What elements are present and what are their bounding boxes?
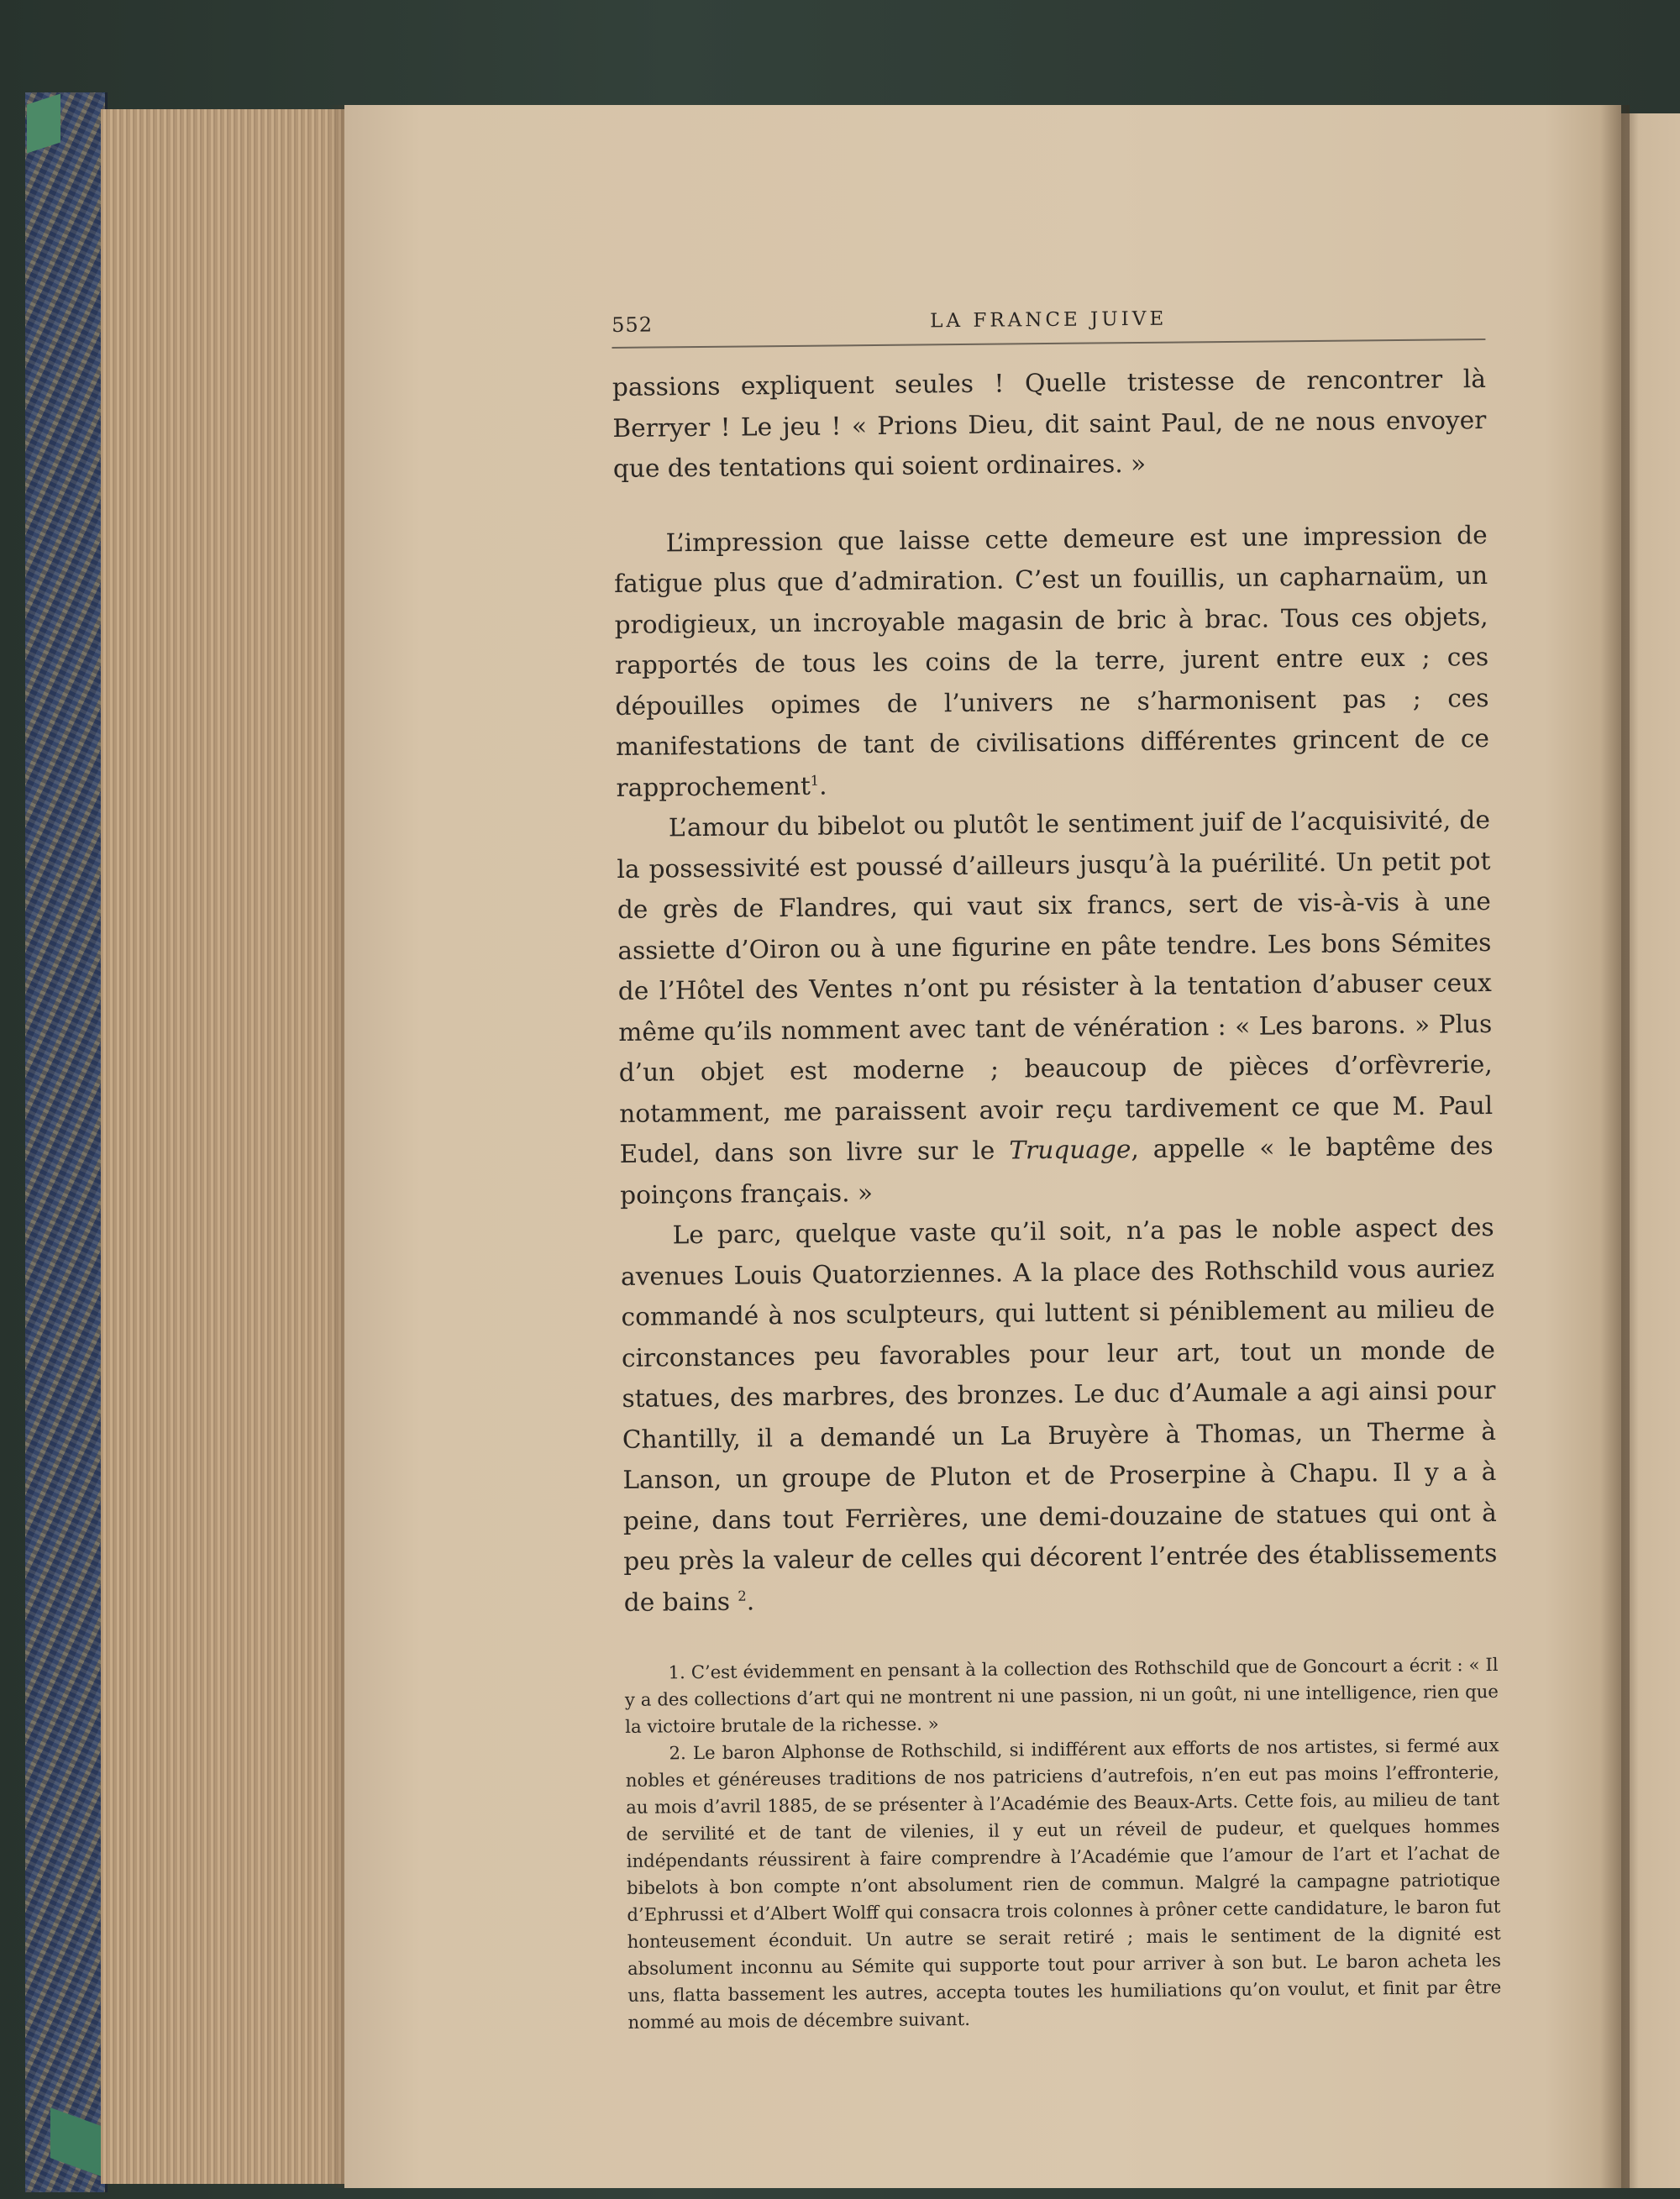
paragraph-2 xyxy=(613,515,1489,808)
marbled-cover xyxy=(25,92,108,2192)
paragraph-3-end: , appelle « le baptême des poinçons français. » xyxy=(619,1131,1494,1210)
footnote-ref-2[interactable]: 2 xyxy=(738,1588,747,1604)
page-edges xyxy=(101,109,353,2184)
paragraph-3 xyxy=(617,800,1494,1215)
footnote-1: 1. C’est évidemment en pensant à la collection des Rothschild que de Goncourt a écrit : « Il y a des collections d’art qui ne montrent ni une passion, ni un goût, ni une intelligence, rien que la victoire brutale de la richesse. » xyxy=(624,1653,1499,1737)
paragraph-2-end: . xyxy=(819,771,827,800)
paragraph-4-end: . xyxy=(746,1586,755,1616)
body-text xyxy=(612,359,1498,1623)
paragraph-1: passions expliquent seules ! Quelle tristesse de rencontrer là Berryer ! Le jeu ! « Prions Dieu, dit saint Paul, de ne nous envoyer que des tentations qui soient ordinaires. » xyxy=(612,365,1487,483)
paragraph-4 xyxy=(620,1207,1498,1623)
gutter-shadow xyxy=(1600,105,1630,2188)
running-head xyxy=(612,298,1485,349)
footnote-ref-1[interactable]: 1 xyxy=(810,772,820,789)
paragraph-4-text: Le parc, quelque vaste qu’il soit, n’a pas le noble aspect des avenues Louis Quatorziennes. A la place des Rothschild vous auriez commandé à nos sculpteurs, qui luttent si péniblement au milieu de circonstances peu favorables pour leur art, tout un monde de statues, des marbres, des bronzes. Le duc d’Aumale a agi ainsi pour Chantilly, il a demandé un La Bruyère à Thomas, un Therme à Lanson, un groupe de Pluton et de Proserpine à Chapu. Il y a à peine, dans tout Ferrières, une demi-douzaine de statues qui ont à peu près la valeur de celles qui décorent l’entrée des établissements de bains xyxy=(620,1212,1498,1617)
book-title-italic: Truquage xyxy=(1009,1135,1131,1165)
running-title: LA FRANCE JUIVE xyxy=(930,307,1168,333)
paragraph-2-text: L’impression que laisse cette demeure est une impression de fatigue plus que d’admiration. C’est un fouillis, un capharnaüm, un prodigieux, un incroyable magasin de bric à brac. Tous ces objets, rapportés de tous les coins de la terre, jurent entre eux ; ces dépouilles opimes de l’univers ne s’harmonisent pas ; ces manifestations de tant de civilisations différentes grincent de ce rapprochement xyxy=(614,520,1490,802)
footnote-2: 2. Le baron Alphonse de Rothschild, si indifférent aux efforts de nos artistes, si fermé aux nobles et généreuses traditions de nos patriciens d’autrefois, n’en eut pas moins l’effronterie, au mois d’avril 1885, de se présenter à l’Académie des Beaux-Arts. Cette fois, au milieu de tant de servilité et de tant de vilenies, il y eut un réveil de pudeur, et quelques hommes indépendants réussirent à faire comprendre à l’Académie que l’amour de l’art et l’achat de bibelots à bon compte n’ont absolument rien de commun. Malgré la campagne patriotique d’Ephrussi et d’Albert Wolff qui consacra trois colonnes à prôner cette candidature, le baron fut honteusement éconduit. Un autre se serait retiré ; mais le sentiment de la dignité est absolument inconnu au Sémite qui supporte tout pour arriver à son but. Le baron acheta les uns, flatta bassement les autres, accepta toutes les humiliations qu’on voulut, et finit par être nommé au mois de décembre suivant. xyxy=(625,1734,1502,2033)
paragraph-3-text: L’amour du bibelot ou plutôt le sentiment juif de l’acquisivité, de la possessivité est poussé d’ailleurs jusqu’à la puérilité. Un petit pot de grès de Flandres, qui vaut six francs, sert de vis-à-vis à une assiette d’Oiron ou à une figurine en pâte tendre. Les bons Sémites de l’Hôtel des Ventes n’ont pu résister à la tentation d’abuser ceux même qu’ils nomment avec tant de vénération : « Les barons. » Plus d’un objet est moderne ; beaucoup de pièces d’orfèvrerie, notamment, me paraissent avoir reçu tardivement ce que M. Paul Eudel, dans son livre sur le xyxy=(617,805,1494,1168)
page-text xyxy=(612,298,1502,2036)
footnotes xyxy=(624,1651,1501,2036)
page-number: 552 xyxy=(612,312,654,337)
right-page-edge xyxy=(1621,113,1680,2188)
